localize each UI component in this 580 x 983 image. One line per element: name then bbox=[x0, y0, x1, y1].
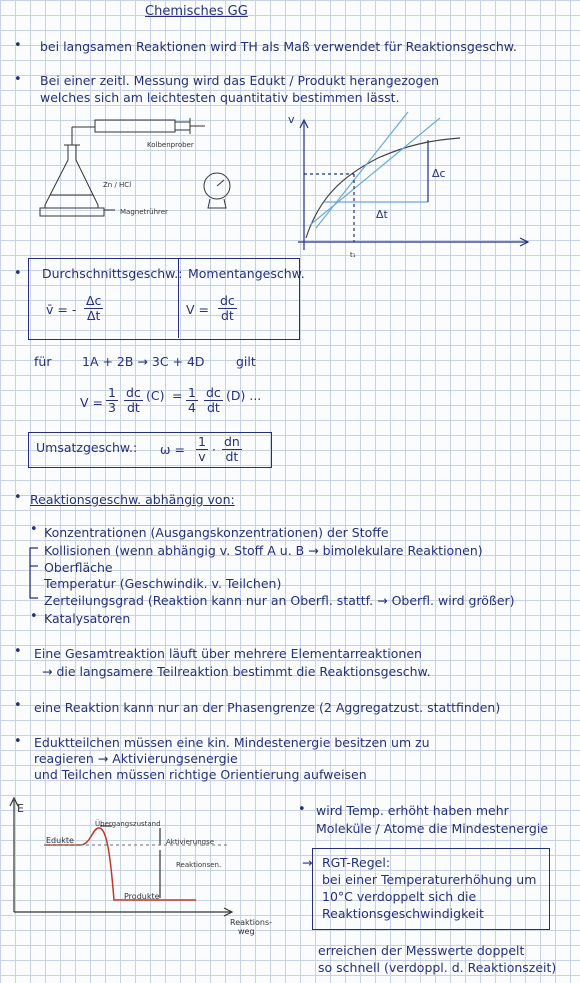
depends-item: Kollisionen (wenn abhängig v. Stoff A u. B → bimolekulare Reaktionen) bbox=[44, 543, 483, 558]
graph1-delta-c: Δc bbox=[432, 167, 446, 180]
elem-a: Eine Gesamtreaktion läuft über mehrere Elementarreaktionen bbox=[34, 646, 422, 661]
turnover-label: Umsatzgeschw.: bbox=[36, 440, 138, 455]
bullet: • bbox=[14, 734, 22, 749]
inst-rate-num: dc bbox=[220, 293, 235, 308]
reaction-gilt: gilt bbox=[236, 354, 256, 369]
avg-rate-lhs: v̄ = - bbox=[46, 302, 77, 317]
label-reaktionsweg-b: weg bbox=[238, 927, 255, 936]
rgt-line3: Reaktionsgeschwindigkeit bbox=[322, 906, 484, 921]
reaction-equation: 1A + 2B → 3C + 4D bbox=[82, 354, 205, 369]
temp-b: Moleküle / Atome die Mindestenergie bbox=[316, 821, 549, 836]
label-uebergang: Übergangszustand bbox=[95, 820, 161, 828]
note-measurement-a: Bei einer zeitl. Messung wird das Edukt / Produkt herangezogen bbox=[40, 73, 440, 88]
note-tm-measure: bei langsamen Reaktionen wird TH als Maß verwendet für Reaktionsgeschw. bbox=[40, 39, 517, 54]
inst-rate-den: dt bbox=[220, 308, 234, 323]
temp-a: wird Temp. erhöht haben mehr bbox=[316, 803, 509, 818]
energy-a: Eduktteilchen müssen eine kin. Mindestenergie besitzen um zu bbox=[34, 735, 430, 750]
energy-axis-label: E bbox=[17, 802, 24, 815]
avg-rate-label: Durchschnittsgeschw.: bbox=[42, 266, 183, 281]
bullet: • bbox=[14, 698, 22, 713]
f2-den: 4 bbox=[188, 400, 196, 415]
rgt-arrow: → bbox=[302, 855, 313, 870]
label-magnetruehrer: Magnetrührer bbox=[120, 208, 168, 216]
page-title: Chemisches GG bbox=[145, 4, 248, 19]
inst-rate-lhs: V = bbox=[186, 302, 209, 317]
rgt-title: RGT-Regel: bbox=[322, 855, 391, 870]
f1-den: 3 bbox=[108, 400, 116, 415]
depends-item: Temperatur (Geschwindik. v. Teilchen) bbox=[44, 576, 282, 591]
rate-v-lhs: V = bbox=[80, 395, 103, 410]
rgt-line2: 10°C verdoppelt sich die bbox=[322, 889, 477, 904]
arg-c: (C) bbox=[146, 388, 165, 403]
graph1-y-label: v bbox=[288, 113, 295, 126]
label-kolbenprober: Kolbenprober bbox=[147, 141, 194, 149]
depends-item: Zerteilungsgrad (Reaktion kann nur an Oberfl. stattf. → Oberfl. wird größer) bbox=[44, 593, 515, 608]
dc-d: dc bbox=[206, 385, 221, 400]
rgt-line1: bei einer Temperaturerhöhung um bbox=[322, 872, 537, 887]
reaction-fuer: für bbox=[34, 354, 52, 369]
dt-c: dt bbox=[126, 400, 140, 415]
avg-rate-num: Δc bbox=[86, 293, 102, 308]
depends-heading: Reaktionsgeschw. abhängig von: bbox=[30, 492, 235, 507]
label-edukte: Edukte bbox=[46, 836, 74, 845]
equals: = bbox=[172, 388, 183, 403]
turnover-lhs: ω = bbox=[160, 442, 185, 457]
label-reaktionsen: Reaktionsen. bbox=[176, 861, 222, 869]
label-reaktionsweg-a: Reaktions- bbox=[230, 918, 273, 927]
avg-rate-den: Δt bbox=[86, 308, 101, 323]
label-zn-hcl: Zn / HCl bbox=[103, 181, 132, 189]
depends-item: Katalysatoren bbox=[44, 611, 131, 626]
turnover-n1: 1 bbox=[198, 434, 206, 449]
graph1-t1: t₁ bbox=[350, 251, 356, 259]
bullet: • bbox=[14, 490, 22, 505]
phase-note: eine Reaktion kann nur an der Phasengrenze (2 Aggregatzust. stattfinden) bbox=[34, 700, 501, 715]
result-line2: so schnell (verdoppl. d. Reaktionszeit) bbox=[318, 960, 557, 975]
bullet: • bbox=[14, 644, 22, 659]
f1-num: 1 bbox=[108, 385, 116, 400]
inst-rate-label: Momentangeschw. bbox=[188, 266, 305, 281]
result-line1: erreichen der Messwerte doppelt bbox=[318, 943, 525, 958]
depends-item: Oberfläche bbox=[44, 560, 113, 575]
energy-c: und Teilchen müssen richtige Orientierung aufweisen bbox=[34, 767, 367, 782]
turnover-dot: · bbox=[212, 442, 216, 457]
depends-item: Konzentrationen (Ausgangskonzentrationen) der Stoffe bbox=[44, 525, 389, 540]
graph1-delta-t: Δt bbox=[376, 208, 388, 221]
bullet: • bbox=[14, 266, 22, 281]
label-produkte: Produkte bbox=[124, 892, 160, 901]
bullet: • bbox=[30, 609, 38, 624]
dt-d: dt bbox=[206, 400, 220, 415]
bullet: • bbox=[30, 522, 38, 537]
elem-b: → die langsamere Teilreaktion bestimmt die Reaktionsgeschw. bbox=[42, 664, 431, 679]
arg-d: (D) ... bbox=[226, 388, 262, 403]
turnover-n2: dn bbox=[224, 434, 240, 449]
label-aktivierung: Aktivierungse bbox=[166, 838, 215, 846]
bullet: • bbox=[298, 802, 306, 817]
turnover-d1: v bbox=[198, 449, 206, 464]
dc-c: dc bbox=[126, 385, 141, 400]
energy-b: reagieren → Aktivierungsenergie bbox=[34, 751, 238, 766]
turnover-d2: dt bbox=[225, 449, 239, 464]
bullet: • bbox=[14, 38, 22, 53]
f2-num: 1 bbox=[188, 385, 196, 400]
note-measurement-b: welches sich am leichtesten quantitativ bestimmen lässt. bbox=[40, 90, 400, 105]
bullet: • bbox=[14, 72, 22, 87]
